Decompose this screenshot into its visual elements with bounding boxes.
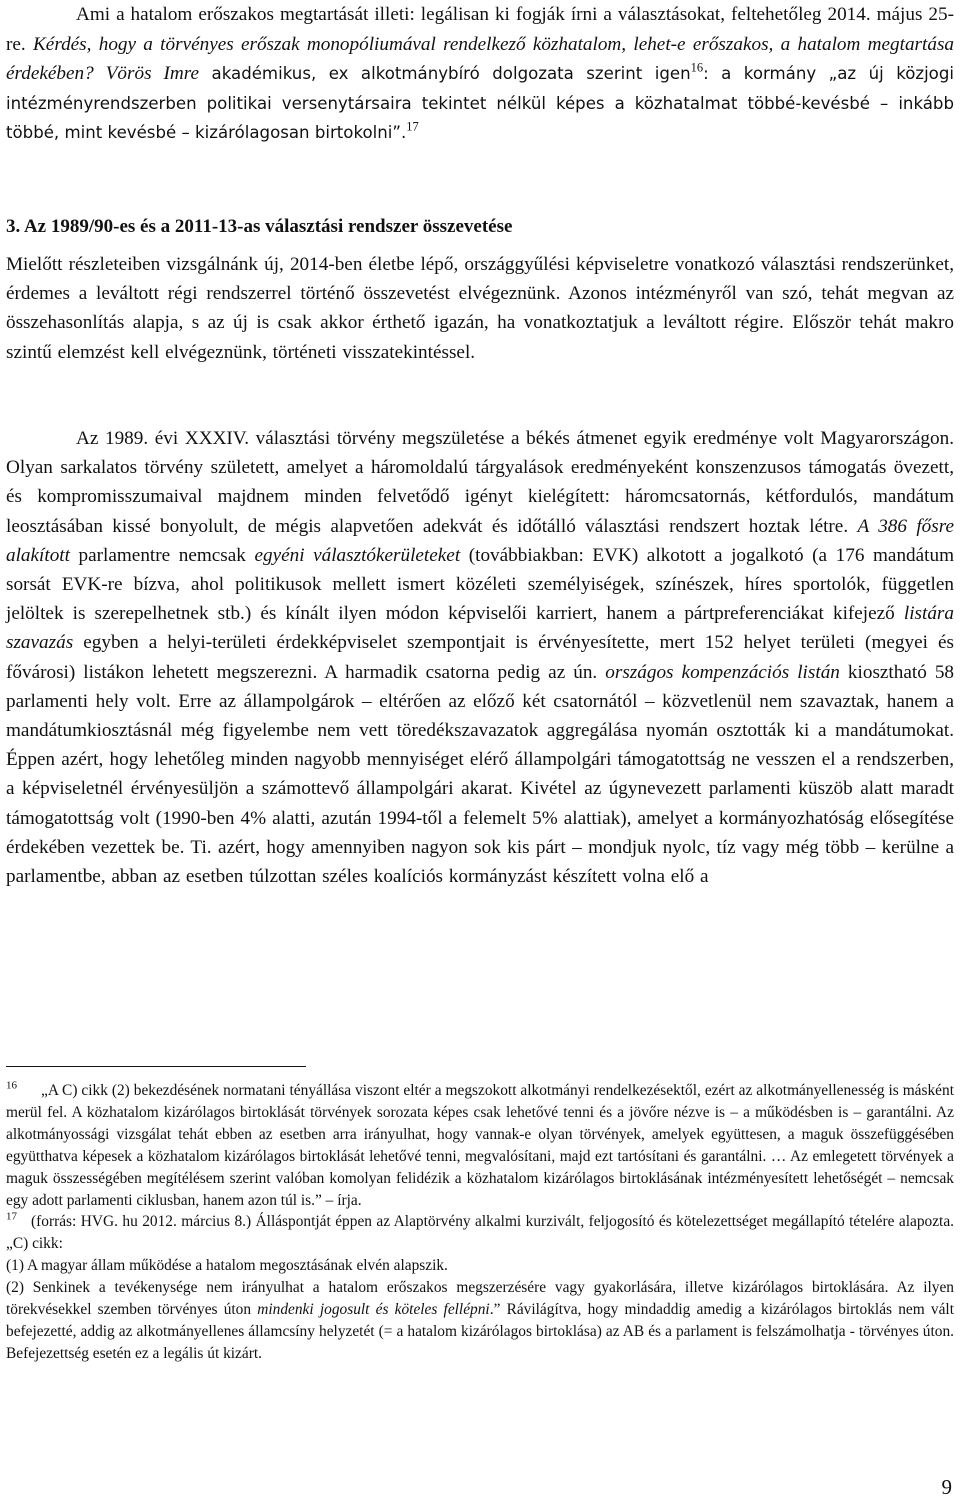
footnote-17 <box>6 1211 954 1255</box>
section-heading: 3. Az 1989/90-es és a 2011-13-as választási rendszer összevetése <box>6 215 513 237</box>
para2-text-5: kiosztható 58 parlamenti hely volt. Erre az állampolgárok – eltérően az előző két csatornától – közvetlenül nem szavaztak, hanem a mandátumkiosztásnál még figyelembe nem vett töredékszavazatok aggregálása nyomán osztották ki a mandátumokat. Éppen azért, hogy lehetőleg minden nagyobb mennyiséget elérő állampolgári támogatottság ne vesszen el a rendszerben, a képviseletnél érvényesüljön a számottevő állampolgári akarat. Kivétel az úgynevezett parlamenti küszöb alatt maradt támogatottság volt (1990-ben 4% alatti, azután 1994-től a felemelt 5% alattiak), amelyet a kormányozhatóság elősegítése érdekében vezettek be. Ti. azért, hogy amennyiben nagyon sok kis párt – mondjuk nyolc, tíz vagy még több – kerülne a parlamentbe, abban az esetben túlzottan széles koalíciós kormányzást készített volna elő a <box>6 661 955 888</box>
intro-quote-b: : a kormány „az új közjogi intézményrendszerben politikai versenytársaira tekintet nélkül képes a közhatalmat többé-kevésbé – inkább többé, mint kevésbé – kizárólagosan birtokolni”. <box>6 64 954 142</box>
footnote-16-text: „A C) cikk (2) bekezdésének normatani tényállása viszont eltér a megszokott alkotmányi rendelkezésektől, ezért az alkotmányellenesség is másként merül fel. A közhatalom kizárólagos birtoklását törvények sorozata képes csak lehetővé tenni és a jövőre nézve is – a működésben is – garantálni. Az alkotmányossági vizsgálat tehát ebben az esetben arra irányulhat, hogy vannak-e olyan törvények, amelyek együttesen, a maguk összefüggésében együtthatva képesek a közhatalom kizárólagos birtoklását lehetővé tenni, megvalósítani, majd ezt tartósítani és garantálni. … Az emlegetett törvények a maguk összességében megítélésem szerint valóban komolyan felidézik a közhatalom kizárólagos birtoklásának intézményesített lehetőségét – nemcsak egy adott parlamenti ciklusban, hanem azon túl is.” – írja. <box>6 1082 954 1209</box>
footnote-16 <box>6 1080 954 1211</box>
intro-text: Ami a hatalom erőszakos megtartását illeti: legálisan ki fogják írni a választásokat, feltehetőleg 2014. május 25-re. <box>6 4 954 55</box>
footnote-17-item-2-italic: mindenki jogosult és köteles fellépni <box>257 1301 490 1319</box>
footnote-16-number: 16 <box>6 1079 17 1092</box>
para2-text-2: parlamentre nemcsak <box>69 544 255 566</box>
document-page <box>6 0 954 1509</box>
body-paragraph-1: Mielőtt részleteiben vizsgálnánk új, 2014-ben életbe lépő, országgyűlési képviseletre vonatkozó választási rendszerünket, érdemes a leváltott régi rendszerrel történő összevetést elvégeznünk. Azonos intézményről van szó, tehát megvan az összehasonlítás alapja, s az új is csak akkor érthető igazán, ha vonatkoztatjuk a leváltott régire. Először tehát makro szintű elemzést kell elvégeznünk, történeti visszatekintéssel. <box>6 254 954 363</box>
para2-text-1: Az 1989. évi XXXIV. választási törvény megszületése a békés átmenet egyik eredménye volt Magyarországon. Olyan sarkalatos törvény született, amelyet a háromoldalú tárgyalások eredményeként konszenzusos támogatás övezett, és kompromisszumaival majdnem minden felvetődő igényt kielégített: háromcsatornás, kétfordulós, mandátum leosztásában kissé bonyolult, de mégis alapvetően adekvát és időtálló választási rendszert hoztak létre. <box>6 428 954 537</box>
footnote-ref-16[interactable]: 16 <box>690 60 704 75</box>
footnote-ref-17[interactable]: 17 <box>406 119 419 134</box>
footnote-17-item-2 <box>6 1277 954 1365</box>
page-number: 9 <box>941 1475 952 1499</box>
footnote-separator <box>6 1066 306 1067</box>
footnotes <box>6 1080 954 1365</box>
para2-text-4: egyben a helyi-területi érdekképviselet szempontjait is érvényesítette, mert 152 helyet területi (megyei és fővárosi) listákon lehetett megszerezni. A harmadik csatorna pedig az ún. <box>6 632 954 683</box>
intro-paragraph <box>6 0 954 148</box>
para2-italic-2: egyéni választókerületeket <box>254 544 461 566</box>
footnote-17-text: (forrás: HVG. hu 2012. március 8.) Álláspontját éppen az Alaptörvény alkalmi kurzivált, feljogosító és kötelezettséget megállapító tételére alapozta. „C) cikk: <box>6 1213 954 1253</box>
para2-italic-4: országos kompenzációs listán <box>605 661 840 683</box>
para2-italic-3: listára szavazás <box>6 603 954 654</box>
intro-question: Kérdés, hogy a törvényes erőszak monopóliumával rendelkező közhatalom, lehet-e erőszakos, a hatalom megtartása érdekében? Vörös Imre <box>6 33 955 84</box>
footnote-17-item-2-text-a: (2) Senkinek a tevékenysége nem irányulhat a hatalom erőszakos megszerzésére vagy gyakorlására, illetve kizárólagos birtoklására. Az ilyen törekvésekkel szemben törvényes úton <box>6 1279 954 1319</box>
body-paragraph-2 <box>6 424 954 891</box>
para2-italic-1: A 386 fősre alakított <box>6 515 955 566</box>
para2-text-3: (továbbiakban: EVK) alkotott a jogalkotó (a 176 mandátum sorsát EVK-re bízva, ahol politikusok mellett ismert közéleti személyiségek, színészek, híres sportolók, független jelöltek is szerepelhetnek stb.) és kínált ilyen módon képviselői karriert, hanem a pártpreferenciákat kifejező <box>6 544 954 625</box>
intro-quote-a: akadémikus, ex alkotmánybíró dolgozata szerint igen <box>199 64 691 83</box>
footnote-17-item-1: (1) A magyar állam működése a hatalom megosztásának elvén alapszik. <box>6 1257 448 1275</box>
footnote-17-item-2-text-b: .” Rávilágítva, hogy mindaddig amedig a kizárólagos birtoklás nem vált befejezetté, addig az alkotmányellenes államcsíny helyzetét (= a hatalom kizárólagos birtoklása) az AB és a parlament is felszámolhatja - törvényes úton. Befejezettség esetén ez a legális út kizárt. <box>6 1301 954 1362</box>
footnote-17-number: 17 <box>6 1210 17 1223</box>
